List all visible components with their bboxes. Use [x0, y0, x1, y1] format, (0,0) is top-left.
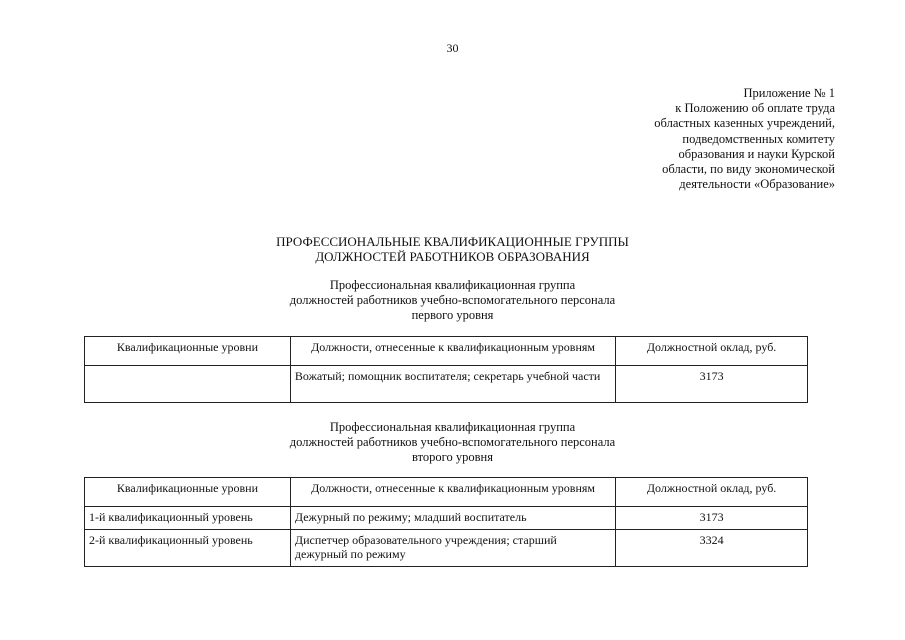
appendix-line: Приложение № 1	[743, 86, 835, 100]
table-row	[85, 366, 808, 403]
appendix-line: деятельности «Образование»	[679, 177, 835, 192]
cell-salary: 3173	[616, 366, 808, 403]
group-1-table	[84, 336, 808, 403]
table-header-row	[85, 478, 808, 507]
group-2-table	[84, 477, 808, 567]
appendix-line: к Положению об оплате труда	[675, 101, 835, 116]
group-heading-line: Профессиональная квалификационная группа	[329, 278, 576, 292]
group-heading-line: Профессиональная квалификационная группа	[329, 420, 576, 434]
column-header-salary: Должностной оклад, руб.	[616, 478, 808, 507]
group-heading-line: должностей работников учебно-вспомогательного персонала	[289, 293, 616, 307]
group-2-heading	[0, 420, 905, 465]
group-heading-line: первого уровня	[411, 308, 494, 322]
cell-positions: Диспетчер образовательного учреждения; старший дежурный по режиму	[290, 530, 615, 567]
cell-level: 1-й квалификационный уровень	[85, 507, 291, 530]
cell-positions: Вожатый; помощник воспитателя; секретарь учебной части	[290, 366, 615, 403]
appendix-line: области, по виду экономической	[662, 162, 835, 177]
document-title	[0, 234, 905, 264]
cell-positions: Дежурный по режиму; младший воспитатель	[290, 507, 615, 530]
table-row	[85, 507, 808, 530]
group-heading-line: должностей работников учебно-вспомогательного персонала	[289, 435, 616, 449]
appendix-note	[575, 86, 835, 192]
appendix-line: областных казенных учреждений,	[654, 116, 835, 131]
page-number: 30	[446, 41, 459, 55]
cell-salary: 3324	[616, 530, 808, 567]
column-header-positions: Должности, отнесенные к квалификационным уровням	[290, 478, 615, 507]
table-row	[85, 530, 808, 567]
cell-level: 2-й квалификационный уровень	[85, 530, 291, 567]
group-1-heading	[0, 278, 905, 323]
document-title-line: ПРОФЕССИОНАЛЬНЫЕ КВАЛИФИКАЦИОННЫЕ ГРУППЫ	[276, 234, 629, 249]
appendix-line: образования и науки Курской	[678, 146, 835, 161]
appendix-line: подведомственных комитету	[682, 131, 835, 146]
cell-salary: 3173	[616, 507, 808, 530]
column-header-levels: Квалификационные уровни	[85, 478, 291, 507]
column-header-salary: Должностной оклад, руб.	[616, 337, 808, 366]
document-title-line: ДОЛЖНОСТЕЙ РАБОТНИКОВ ОБРАЗОВАНИЯ	[315, 249, 590, 264]
cell-level	[85, 366, 291, 403]
column-header-levels: Квалификационные уровни	[85, 337, 291, 366]
table-header-row	[85, 337, 808, 366]
group-heading-line: второго уровня	[412, 450, 493, 464]
column-header-positions: Должности, отнесенные к квалификационным уровням	[290, 337, 615, 366]
